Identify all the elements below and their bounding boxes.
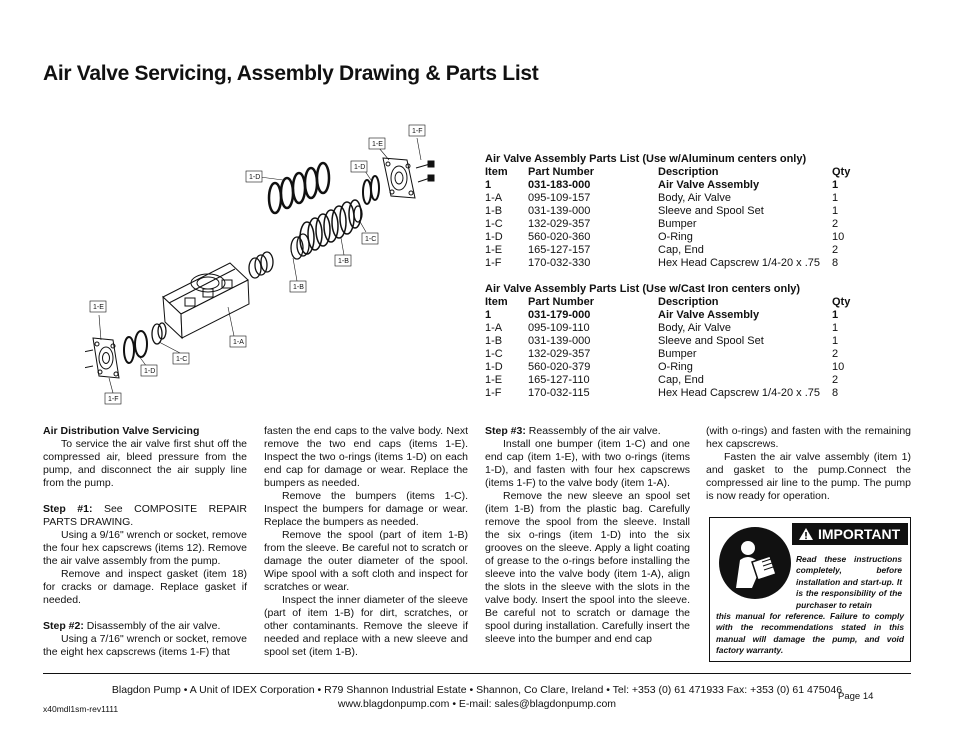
cell-qty: 10 (832, 361, 845, 373)
cell-item: 1-D (485, 361, 503, 373)
parts-lists (485, 153, 855, 400)
page-number: Page 14 (838, 691, 874, 702)
cell-item: 1-A (485, 322, 503, 334)
cell-qty: 8 (832, 387, 839, 399)
cell-description: Air Valve Assembly (658, 179, 760, 191)
cell-description: Cap, End (658, 374, 704, 386)
paragraph: Inspect the inner diameter of the sleeve (part of item 1-B) for dirt, scratches, or other contaminants. Remove the sleeve if needed and replace with a new sleeve and spool set (item 1-B). (264, 594, 468, 658)
cell-part-number: 095-109-110 (528, 322, 590, 334)
cell-part-number: 165-127-110 (528, 374, 590, 386)
cell-qty: 2 (832, 244, 839, 256)
header-item: Item (485, 296, 508, 308)
cell-item: 1 (485, 179, 492, 191)
lower-bumper (152, 323, 166, 344)
table-row (485, 179, 855, 192)
paragraph: Remove the spool (part of item 1-B) from the sleeve. Be careful not to scratch or damage the outer diameter of the spool. Wipe spool with a soft cloth and inspect for scratches or wear. (264, 529, 468, 593)
cell-item: 1-B (485, 335, 503, 347)
cell-item: 1-B (485, 205, 503, 217)
cell-description: Body, Air Valve (658, 192, 731, 204)
upper-capscrews (416, 161, 434, 182)
table-row (485, 205, 855, 218)
cell-item: 1-C (485, 348, 503, 360)
lower-end-cap (93, 338, 119, 378)
cell-item: 1 (485, 309, 492, 321)
step-1-paragraph: Remove and inspect gasket (item 18) for cracks or damage. Replace gasket if needed. (43, 568, 247, 606)
table-row (485, 322, 855, 335)
cell-description: Body, Air Valve (658, 322, 731, 334)
cell-description: Bumper (658, 218, 697, 230)
cell-part-number: 095-109-157 (528, 192, 591, 204)
header-qty: Qty (832, 166, 851, 178)
cell-description: Sleeve and Spool Set (658, 335, 764, 347)
important-notice (709, 517, 911, 662)
mid-bumper (249, 252, 273, 278)
label-upper-e: 1-E (372, 141, 383, 148)
step-label: Step #1: (43, 503, 93, 515)
table-row (485, 257, 855, 270)
cell-description: Hex Head Capscrew 1/4-20 x .75 (658, 387, 821, 399)
parts-list-cast-iron (485, 283, 855, 400)
step-2 (43, 620, 247, 633)
read-manual-icon (718, 526, 792, 600)
important-label: IMPORTANT (818, 526, 901, 542)
cell-item: 1-F (485, 387, 502, 399)
label-lower-c: 1-C (176, 356, 188, 363)
label-upper-b: 1-B (338, 258, 349, 265)
table-row (485, 374, 855, 387)
servicing-column-3 (485, 425, 690, 646)
important-badge (792, 523, 908, 545)
valve-body (163, 263, 249, 338)
table-row (485, 218, 855, 231)
cell-item: 1-C (485, 218, 503, 230)
label-upper-f: 1-F (412, 128, 423, 135)
servicing-intro: To service the air valve first shut off the compressed air, bleed pressure from the pump, and disconnect the air supply line from the pump. (43, 438, 247, 489)
upper-orings (363, 176, 379, 204)
paragraph: (with o-rings) and fasten with the remaining hex capscrews. (706, 425, 911, 450)
step-title: Reassembly of the air valve. (528, 425, 661, 437)
step-1 (43, 503, 247, 529)
table-row (485, 348, 855, 361)
header-description: Description (658, 296, 719, 308)
servicing-column-4 (706, 425, 911, 503)
assembly-drawing (85, 120, 445, 410)
cell-description: Sleeve and Spool Set (658, 205, 764, 217)
cell-description: Bumper (658, 348, 697, 360)
cell-item: 1-E (485, 244, 503, 256)
table-row (485, 361, 855, 374)
cell-description: O-Ring (658, 231, 693, 243)
cell-qty: 8 (832, 257, 839, 269)
upper-end-cap (383, 158, 415, 198)
spool (291, 234, 309, 259)
cell-qty: 1 (832, 322, 839, 334)
servicing-heading: Air Distribution Valve Servicing (43, 425, 200, 437)
cell-part-number: 132-029-357 (528, 218, 591, 230)
cell-part-number: 031-139-000 (528, 205, 591, 217)
parts-list-title: Air Valve Assembly Parts List (Use w/Aluminum centers only) (485, 153, 807, 165)
cell-qty: 1 (832, 335, 839, 347)
label-lower-f: 1-F (108, 396, 119, 403)
cell-part-number: 031-179-000 (528, 309, 591, 321)
label-lower-d: 1-D (144, 368, 156, 375)
label-upper-c: 1-C (365, 236, 377, 243)
label-lower-e: 1-E (93, 304, 104, 311)
cell-part-number: 165-127-157 (528, 244, 591, 256)
revision-code: x40mdl1sm-rev1111 (43, 704, 119, 714)
page-title: Air Valve Servicing, Assembly Drawing & Parts List (43, 62, 539, 85)
table-row (485, 192, 855, 205)
header-part-number: Part Number (528, 296, 595, 308)
cell-qty: 1 (832, 179, 839, 191)
parts-list-header (485, 296, 855, 309)
cell-item: 1-F (485, 257, 502, 269)
step-title: Disassembly of the air valve. (86, 620, 221, 632)
servicing-column-1 (43, 425, 247, 659)
header-qty: Qty (832, 296, 851, 308)
step-title: See COMPOSITE REPAIR PARTS DRAWING. (43, 503, 247, 528)
orings-row (269, 163, 329, 213)
parts-list-title: Air Valve Assembly Parts List (Use w/Cast Iron centers only) (485, 283, 801, 295)
cell-description: O-Ring (658, 361, 693, 373)
cell-part-number: 170-032-330 (528, 257, 591, 269)
warning-icon (798, 527, 814, 541)
parts-list-header (485, 166, 855, 179)
cell-part-number: 560-020-360 (528, 231, 591, 243)
important-text: Read these instructions completely, before installation and start-up. It is the responsibility of the purchaser to retain (796, 554, 902, 610)
header-part-number: Part Number (528, 166, 595, 178)
label-mid-b: 1-B (293, 284, 304, 291)
step-3-paragraph: Remove the new sleeve an spool set (item 1-B) from the plastic bag. Carefully remove the spool from the sleeve. Install the six o-rings (item 1-D) into the six grooves on the sleeve. Apply a light coating of grease to the o-rings before installing the sleeve into the valve body (item 1-A), align the slots in the sleeve with the slots in the valve body. Insert the spool into the sleeve. Be careful not to scratch or damage the spool during installation. Carefully insert the sleeve into the bumper and end cap (485, 490, 690, 645)
table-row (485, 309, 855, 322)
table-row (485, 244, 855, 257)
parts-list-aluminum (485, 153, 855, 270)
cell-qty: 1 (832, 192, 839, 204)
paragraph: Fasten the air valve assembly (item 1) and gasket to the pump.Connect the compressed air line to the pump. The pump is now ready for operation. (706, 451, 911, 502)
cell-part-number: 031-183-000 (528, 179, 591, 191)
cell-qty: 2 (832, 218, 839, 230)
paragraph: fasten the end caps to the valve body. Next remove the two end caps (items 1-E). Inspect the two o-rings (items 1-D) on each end cap for damage or wear. Replace the bumpers as needed. (264, 425, 468, 489)
cell-item: 1-A (485, 192, 503, 204)
step-label: Step #3: (485, 425, 526, 437)
table-row (485, 387, 855, 400)
step-3 (485, 425, 690, 438)
footer-rule (43, 673, 911, 674)
cell-qty: 1 (832, 309, 839, 321)
cell-part-number: 560-020-379 (528, 361, 591, 373)
table-row (485, 335, 855, 348)
cell-qty: 2 (832, 348, 839, 360)
label-lower-a: 1-A (233, 339, 244, 346)
cell-part-number: 170-032-115 (528, 387, 590, 399)
table-row (485, 231, 855, 244)
step-label: Step #2: (43, 620, 84, 632)
cell-description: Hex Head Capscrew 1/4-20 x .75 (658, 257, 821, 269)
cell-part-number: 031-139-000 (528, 335, 591, 347)
cell-part-number: 132-029-357 (528, 348, 591, 360)
cell-qty: 1 (832, 205, 839, 217)
cell-item: 1-D (485, 231, 503, 243)
step-1-paragraph: Using a 9/16" wrench or socket, remove the four hex capscrews (items 12). Remove the air valve assembly from the pump. (43, 529, 247, 567)
cell-description: Air Valve Assembly (658, 309, 760, 321)
important-text: this manual for reference. Failure to comply with the recommendations stated in this manual will damage the pump, and void factory warranty. (716, 611, 904, 656)
header-description: Description (658, 166, 719, 178)
lower-capscrews (85, 347, 93, 369)
step-3-paragraph: Install one bumper (item 1-C) and one end cap (item 1-E), with two o-rings (items 1-D), and fasten with four hex capscrews (items 1-F) to the valve body (item 1-A). (485, 438, 690, 489)
cell-qty: 2 (832, 374, 839, 386)
servicing-column-2 (264, 425, 468, 659)
step-2-paragraph: Using a 7/16" wrench or socket, remove the eight hex capscrews (items 1-F) that (43, 633, 247, 658)
cell-qty: 10 (832, 231, 845, 243)
paragraph: Remove the bumpers (items 1-C). Inspect the bumpers for damage or wear. Replace the bumpers as needed. (264, 490, 468, 528)
footer-contact: www.blagdonpump.com • E-mail: sales@blagdonpump.com (337, 698, 617, 710)
header-item: Item (485, 166, 508, 178)
cell-description: Cap, End (658, 244, 704, 256)
lower-orings (124, 331, 147, 363)
cell-item: 1-E (485, 374, 503, 386)
footer-address: Blagdon Pump • A Unit of IDEX Corporation • R79 Shannon Industrial Estate • Shannon, Co Clare, Ireland • Tel: +353 (0) 61 471933 Fax: +353 (0) 61 475046 (111, 684, 843, 696)
label-upper-d-right: 1-D (354, 164, 366, 171)
label-upper-d-left: 1-D (249, 174, 261, 181)
